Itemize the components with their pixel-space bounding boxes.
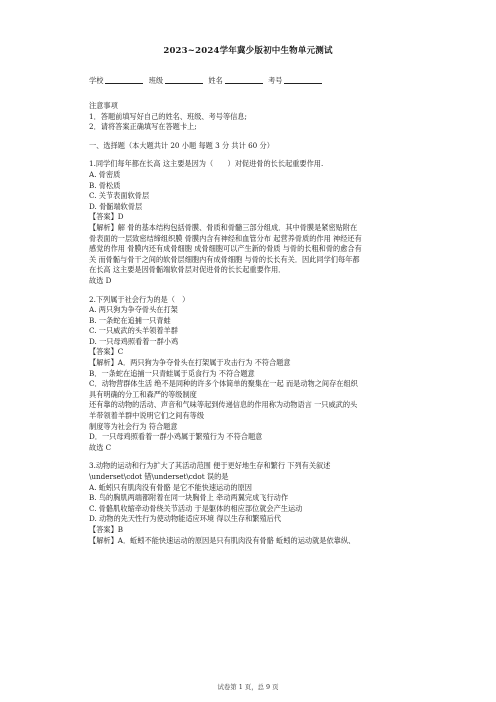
analysis-line: 感觉的作用 骨膜内还有成骨细胞 成骨细胞可以产生新的骨质 与骨的长粗和骨的愈合有 (89, 244, 362, 254)
name-label: 姓名 (208, 76, 223, 85)
analysis-line: 【解析】A．两只狗为争夺骨头在打架属于攻击行为 不符合题意 (89, 358, 291, 368)
option-a: A. 两只狗为争夺骨头在打架 (89, 305, 178, 315)
analysis-line: D．一只母鸡照看着一群小鸡属于繁殖行为 不符合题意 (89, 432, 263, 442)
option-a: A. 蚯蚓只有肌肉没有骨骼 是它不能快速运动的原因 (89, 482, 252, 492)
notice-item: 1．答题前填写好自己的姓名、班级、考号等信息; (89, 111, 247, 121)
analysis-line: 骨表面的一层致密结缔组织膜 骨膜内含有神经和血管分布 起营养骨质的作用 神经还有 (89, 233, 362, 243)
analysis-line: 羊带领着羊群中说明它们之间有等级 (89, 411, 205, 421)
option-b: B. 鸟的胸肌两端都附着在同一块胸骨上 牵动两翼完成飞行动作 (89, 493, 289, 503)
section-heading: 一、选择题（本大题共计 20 小题 每题 3 分 共计 60 分） (89, 140, 274, 150)
option-c: C. 骨骼肌收缩牵动骨绕关节活动 于是躯体的相应部位就会产生运动 (89, 503, 303, 513)
analysis-line: 还有靠的动物的活动、声音和气味等起到传递信息的作用称为动物语言 一只威武的头 (89, 400, 358, 410)
option-a: A. 骨密质 (89, 169, 121, 179)
option-b: B. 骨松质 (89, 180, 121, 190)
page-title: 2023~2024学年冀少版初中生物单元测试 (163, 46, 333, 56)
class-blank[interactable] (165, 76, 203, 84)
analysis-line: 在长高 这主要是因骨骺端软骨层对促进骨的长长起重要作用． (89, 265, 286, 275)
analysis-line: 故选 C (89, 442, 112, 452)
notice-item: 2．请将答案正确填写在答题卡上; (89, 122, 197, 132)
option-c: C. 一只威武的头羊领着羊群 (89, 326, 178, 336)
option-d: D. 一只母鸡照看着一群小鸡 (89, 336, 179, 346)
notice-heading: 注意事项 (89, 101, 118, 110)
answer-line: 【答案】C (89, 347, 124, 357)
student-info-line (89, 76, 325, 86)
analysis-line: B．一条蛇在追捕一只青蛙属于觅食行为 不符合题意 (89, 368, 255, 378)
analysis-line: 故选 D (89, 275, 112, 285)
analysis-line: 制度等为社会行为 符合题意 (89, 421, 178, 431)
exam-number-blank[interactable] (284, 76, 322, 84)
option-c: C. 关节表面软骨层 (89, 191, 150, 201)
question-stem: 3.动物的运动和行为扩大了其活动范围 便于更好地生存和繁行 下列有关叙述 (89, 461, 331, 471)
analysis-line: 具有明确的分工和森严的等级制度 (89, 389, 197, 399)
answer-line: 【答案】B (89, 524, 124, 534)
question-stem: \underset\cdot 错\underset\cdot 误的是 (89, 472, 229, 481)
option-d: D. 动物的先天性行为使动物能适应环境 得以生存和繁殖后代 (89, 514, 282, 524)
class-label: 班级 (148, 76, 164, 85)
question-stem: 2.下列属于社会行为的是（ ） (89, 294, 190, 304)
exam-number-label: 考号 (268, 76, 283, 85)
option-b: B. 一条蛇在追捕一只青蛙 (89, 315, 171, 325)
exam-content (89, 93, 407, 546)
analysis-line: 【解析】解 骨的基本结构包括骨膜、骨质和骨髓三部分组成．其中骨膜是紧密贴附在 (89, 222, 358, 232)
option-d: D. 骨骺端软骨层 (89, 201, 143, 211)
school-label: 学校 (89, 76, 104, 85)
analysis-line: C．动物营群体生活 绝不是同种的许多个体简单的聚集在一起 而是动物之间存在组织 (89, 379, 358, 389)
analysis-line: 关 而骨骺与骨干之间的软骨层细胞内有成骨细胞 与骨的长长有关．因此同学们每年都 (89, 254, 360, 264)
school-blank[interactable] (105, 76, 143, 84)
question-stem: 1.同学们每年都在长高 这主要是因为（ ）对促进骨的长长起重要作用. (89, 159, 324, 169)
name-blank[interactable] (225, 76, 263, 84)
analysis-line: 【解析】A．蚯蚓不能快速运动的原因是只有肌肉没有骨骼 蚯蚓的运动就是依靠纵、 (89, 535, 356, 545)
page-footer: 试卷第 1 页，总 9 页 (217, 683, 279, 691)
answer-line: 【答案】D (89, 212, 124, 222)
